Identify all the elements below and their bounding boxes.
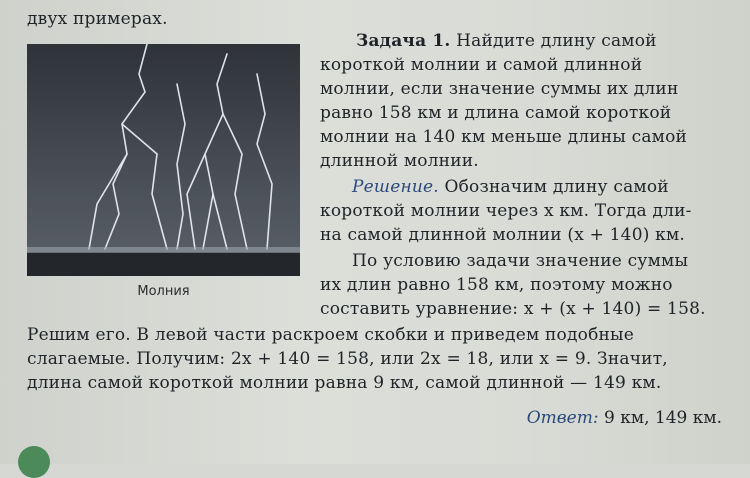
task-line-6: длинной молнии. xyxy=(320,151,479,171)
solution-label: Решение. xyxy=(352,177,439,197)
task-label: Задача 1. xyxy=(356,31,451,51)
task-line-5: молнии на 140 км меньше длины самой xyxy=(320,127,688,147)
task-line-1: Задача 1. Найдите длину самой xyxy=(356,31,657,51)
solution-line-9: длина самой короткой молнии равна 9 км, самой длинной — 149 км. xyxy=(27,373,662,393)
solution-line-7: Решим его. В левой части раскроем скобки и приведем подобные xyxy=(27,325,635,345)
answer-value: 9 км, 149 км. xyxy=(604,408,722,428)
solution-line-1: Решение. Обозначим длину самой xyxy=(352,177,669,197)
task-line-3: молнии, если значение суммы их длин xyxy=(320,79,679,99)
top-line: двух примерах. xyxy=(27,9,168,29)
solution-line-5: их длин равно 158 км, поэтому можно xyxy=(320,275,673,295)
answer xyxy=(527,408,722,428)
logo-icon xyxy=(18,446,50,478)
lightning-icon xyxy=(27,44,300,276)
solution-line-6: составить уравнение: x + (x + 140) = 158. xyxy=(320,299,706,319)
answer-label: Ответ: xyxy=(526,408,599,428)
solution-line-3: на самой длинной молнии (x + 140) км. xyxy=(320,225,686,245)
solution-line-4: По условию задачи значение суммы xyxy=(352,251,689,271)
solution-line-2: короткой молнии через x км. Тогда дли- xyxy=(320,201,692,221)
photo-caption: Молния xyxy=(137,284,190,299)
lightning-photo xyxy=(27,44,300,276)
task-line-4: равно 158 км и длина самой короткой xyxy=(320,103,672,123)
solution-line-8: слагаемые. Получим: 2x + 140 = 158, или 2x = 18, или x = 9. Значит, xyxy=(27,349,668,369)
task-line-2: короткой молнии и самой длинной xyxy=(320,55,643,75)
